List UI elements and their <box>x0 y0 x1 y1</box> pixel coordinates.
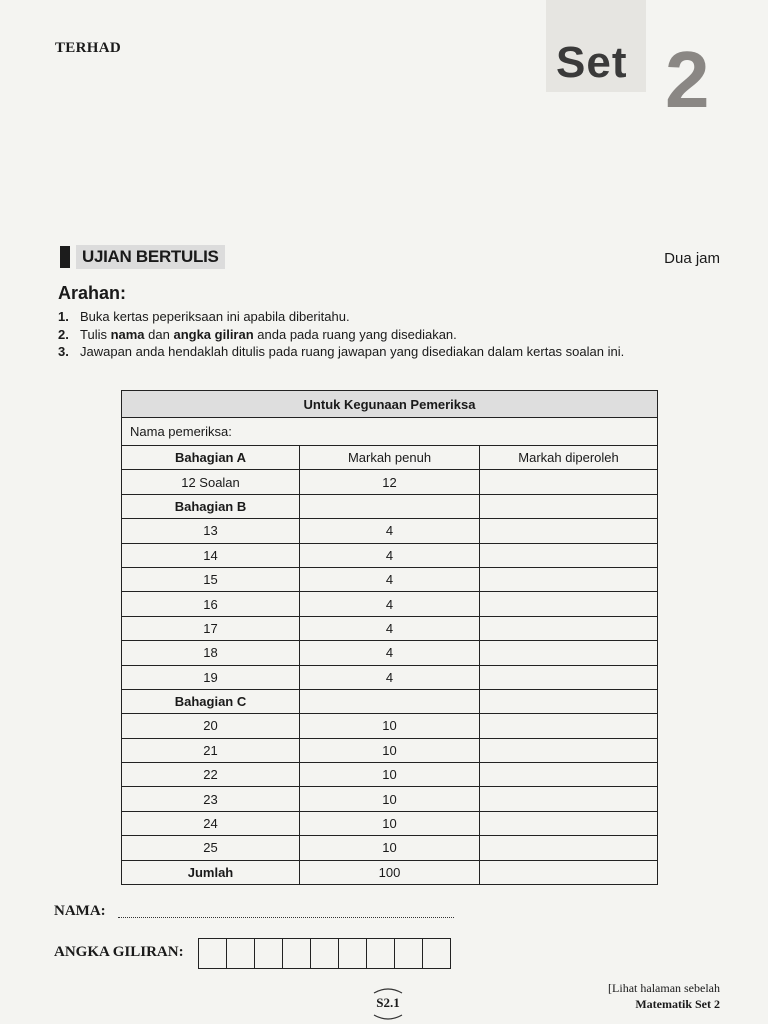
row-label: 18 <box>122 641 300 665</box>
instruction-item <box>58 326 720 344</box>
index-digit-box[interactable] <box>255 939 283 968</box>
column-header-marks-obtained: Markah diperoleh <box>480 446 658 470</box>
marks-obtained-cell[interactable] <box>480 787 658 811</box>
instruction-item <box>58 308 720 326</box>
examiner-marks-table <box>121 390 658 885</box>
full-marks-cell: 10 <box>300 714 480 738</box>
full-marks-cell: 4 <box>300 665 480 689</box>
instructions-heading: Arahan: <box>58 283 127 303</box>
full-marks-cell: 4 <box>300 641 480 665</box>
page-code-badge <box>360 985 416 1021</box>
row-label: 20 <box>122 714 300 738</box>
instruction-number: 1. <box>58 309 69 324</box>
instruction-text: Tulis nama dan angka giliran anda pada ruang yang disediakan. <box>80 326 457 342</box>
marks-obtained-cell[interactable] <box>480 494 658 518</box>
table-row <box>122 860 658 884</box>
marks-obtained-cell[interactable] <box>480 860 658 884</box>
table-header-row <box>122 446 658 470</box>
table-row <box>122 811 658 835</box>
table-title: Untuk Kegunaan Pemeriksa <box>122 391 658 418</box>
page-code: S2.1 <box>376 995 400 1010</box>
full-marks-cell: 4 <box>300 592 480 616</box>
marks-obtained-cell[interactable] <box>480 519 658 543</box>
marks-obtained-cell[interactable] <box>480 714 658 738</box>
index-digit-box[interactable] <box>311 939 339 968</box>
row-label: 12 Soalan <box>122 470 300 494</box>
column-header-section: Bahagian A <box>122 446 300 470</box>
examiner-name-field[interactable]: Nama pemeriksa: <box>122 418 658 446</box>
table-row <box>122 714 658 738</box>
instruction-number: 2. <box>58 326 69 342</box>
row-label: 14 <box>122 543 300 567</box>
full-marks-cell: 10 <box>300 763 480 787</box>
next-page-note: [Lihat halaman sebelah <box>608 981 720 995</box>
instruction-text: Buka kertas peperiksaan ini apabila diberitahu. <box>80 309 350 324</box>
index-digit-box[interactable] <box>283 939 311 968</box>
row-label: 15 <box>122 567 300 591</box>
table-row <box>122 616 658 640</box>
index-digit-box[interactable] <box>227 939 255 968</box>
instruction-item <box>58 343 720 361</box>
full-marks-cell: 10 <box>300 836 480 860</box>
marks-obtained-cell[interactable] <box>480 738 658 762</box>
full-marks-cell: 4 <box>300 567 480 591</box>
row-label: 13 <box>122 519 300 543</box>
row-label: 21 <box>122 738 300 762</box>
set-label: Set <box>556 38 628 87</box>
full-marks-cell <box>300 689 480 713</box>
row-label: 23 <box>122 787 300 811</box>
series-name: Matematik Set 2 <box>635 997 720 1011</box>
marks-obtained-cell[interactable] <box>480 543 658 567</box>
table-row <box>122 592 658 616</box>
section-title: UJIAN BERTULIS <box>76 245 225 269</box>
table-row <box>122 494 658 518</box>
row-label: Jumlah <box>122 860 300 884</box>
instruction-text: Jawapan anda hendaklah ditulis pada ruang jawapan yang disediakan dalam kertas soalan ini. <box>80 344 625 359</box>
marks-obtained-cell[interactable] <box>480 836 658 860</box>
row-label: 19 <box>122 665 300 689</box>
footer-note <box>608 980 720 1012</box>
name-input-line[interactable] <box>118 917 454 918</box>
marks-obtained-cell[interactable] <box>480 641 658 665</box>
table-row <box>122 689 658 713</box>
row-label: Bahagian C <box>122 689 300 713</box>
table-row <box>122 738 658 762</box>
table-title-row <box>122 391 658 418</box>
full-marks-cell: 4 <box>300 616 480 640</box>
index-digit-box[interactable] <box>199 939 227 968</box>
table-row <box>122 763 658 787</box>
table-row <box>122 519 658 543</box>
row-label: 24 <box>122 811 300 835</box>
marks-obtained-cell[interactable] <box>480 689 658 713</box>
table-row <box>122 641 658 665</box>
section-heading <box>60 243 225 271</box>
row-label: 17 <box>122 616 300 640</box>
full-marks-cell: 4 <box>300 543 480 567</box>
index-digit-box[interactable] <box>423 939 450 968</box>
set-number: 2 <box>665 35 710 124</box>
row-label: Bahagian B <box>122 494 300 518</box>
row-label: 25 <box>122 836 300 860</box>
index-digit-box[interactable] <box>339 939 367 968</box>
table-row <box>122 665 658 689</box>
marks-obtained-cell[interactable] <box>480 470 658 494</box>
name-label: NAMA: <box>54 903 106 919</box>
table-row <box>122 567 658 591</box>
full-marks-cell: 10 <box>300 787 480 811</box>
marks-obtained-cell[interactable] <box>480 567 658 591</box>
full-marks-cell: 12 <box>300 470 480 494</box>
index-number-label: ANGKA GILIRAN: <box>54 944 184 960</box>
instructions-list <box>58 308 720 361</box>
full-marks-cell: 10 <box>300 811 480 835</box>
instruction-number: 3. <box>58 344 69 359</box>
marks-obtained-cell[interactable] <box>480 811 658 835</box>
table-row <box>122 836 658 860</box>
full-marks-cell: 10 <box>300 738 480 762</box>
full-marks-cell: 100 <box>300 860 480 884</box>
table-row <box>122 543 658 567</box>
classification-label: TERHAD <box>55 40 121 56</box>
marks-obtained-cell[interactable] <box>480 616 658 640</box>
index-digit-box[interactable] <box>395 939 423 968</box>
row-label: 16 <box>122 592 300 616</box>
full-marks-cell <box>300 494 480 518</box>
table-row <box>122 470 658 494</box>
exam-duration: Dua jam <box>664 250 720 267</box>
row-label: 22 <box>122 763 300 787</box>
table-row <box>122 787 658 811</box>
index-number-boxes[interactable] <box>198 938 451 969</box>
full-marks-cell: 4 <box>300 519 480 543</box>
marks-obtained-cell[interactable] <box>480 592 658 616</box>
marks-obtained-cell[interactable] <box>480 665 658 689</box>
index-digit-box[interactable] <box>367 939 395 968</box>
section-marker-icon <box>60 246 70 268</box>
examiner-row <box>122 418 658 446</box>
marks-obtained-cell[interactable] <box>480 763 658 787</box>
column-header-full-marks: Markah penuh <box>300 446 480 470</box>
